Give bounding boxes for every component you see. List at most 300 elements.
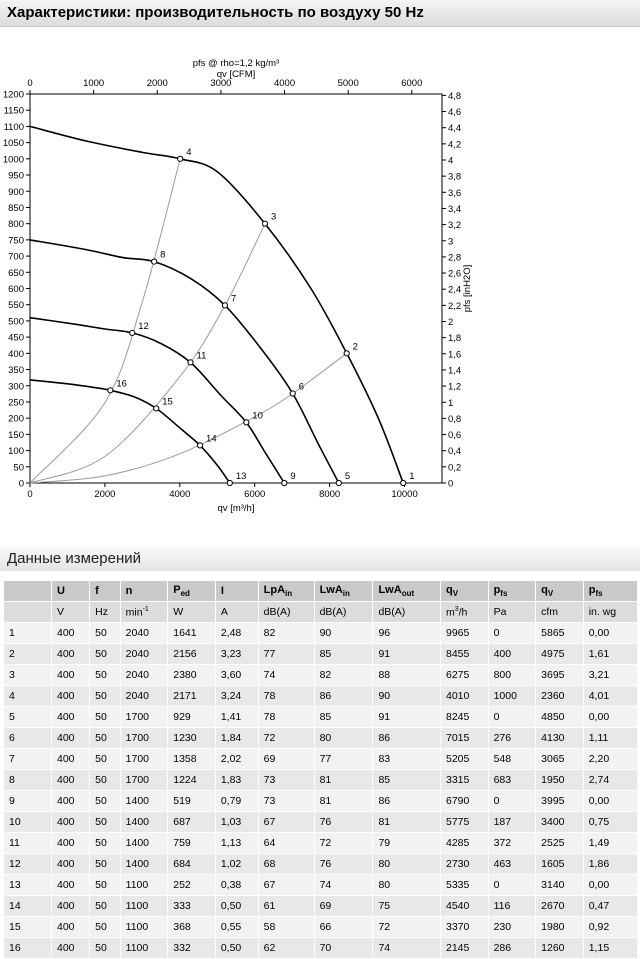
table-cell: 333 [168,896,216,917]
table-cell: 1,41 [215,707,258,728]
y2-tick-label: 2,6 [448,268,462,280]
table-cell: 62 [258,938,314,959]
table-row [4,854,638,875]
x2-tick-label: 2000 [146,78,168,89]
y2-tick-label: 4,8 [448,90,462,102]
table-cell: 61 [258,896,314,917]
chart-title: pfs @ rho=1,2 kg/m³ [192,58,280,69]
op-point [282,480,287,485]
table-cell: 2040 [120,623,168,644]
unit-cell: in. wg [583,602,637,623]
table-cell: 1605 [536,854,584,875]
table-cell: 0 [488,623,536,644]
y2-tick-label: 4,4 [448,123,462,135]
table-cell: 400 [488,644,536,665]
table-cell: 4850 [536,707,584,728]
table-cell: 80 [314,728,373,749]
table-cell: 400 [52,728,90,749]
op-point-label: 15 [162,396,173,408]
table-cell: 1,49 [583,833,637,854]
table-cell: 81 [314,770,373,791]
y2-tick-label: 0,4 [448,446,462,458]
column-header: $q_V$ [536,581,584,602]
unit-cell: dB(A) [314,602,373,623]
y-tick-label: 550 [8,300,24,312]
y2-tick-label: 3,4 [448,203,462,215]
table-cell: 276 [488,728,536,749]
table-cell: 50 [90,623,121,644]
table-row [4,749,638,770]
table-cell: 50 [90,686,121,707]
op-point [130,330,135,335]
table-cell: 548 [488,749,536,770]
op-point [344,351,349,356]
table-cell: 1950 [536,770,584,791]
table-cell: 1400 [120,812,168,833]
table-cell: 90 [314,623,373,644]
y-tick-label: 600 [8,284,24,295]
unit-cell: W [168,602,216,623]
y2-tick-label: 3,8 [448,171,462,183]
table-cell: 50 [90,770,121,791]
table-cell: 400 [52,833,90,854]
table-row [4,623,638,644]
x2-tick-label: 4000 [273,78,296,89]
table-cell: 5335 [440,875,488,896]
table-cell: 13 [4,875,52,896]
table-cell: 3,60 [215,665,258,686]
table-cell: 82 [258,623,314,644]
y-tick-label: 1100 [3,121,24,133]
table-cell: 50 [90,875,121,896]
y-tick-label: 900 [8,186,24,198]
table-cell: 0,38 [215,875,258,896]
table-cell: 1100 [120,875,168,896]
table-cell: 76 [314,854,373,875]
table-cell: 2040 [120,644,168,665]
table-row [4,896,638,917]
table-cell: 50 [90,791,121,812]
table-cell: 400 [52,770,90,791]
table-cell: 14 [4,896,52,917]
column-header: $q_V$ [440,581,488,602]
table-cell: 80 [373,854,441,875]
table-cell: 15 [4,917,52,938]
y-tick-label: 300 [8,381,24,393]
table-cell: 3 [4,665,52,686]
table-cell: 3995 [536,791,584,812]
y-tick-label: 400 [8,348,24,360]
table-cell: 252 [168,875,216,896]
table-cell: 5775 [440,812,488,833]
op-point-label: 3 [271,211,277,223]
table-cell: 2156 [168,644,216,665]
op-point [154,406,159,411]
table-cell: 400 [52,644,90,665]
unit-cell: cfm [536,602,584,623]
table-cell: 400 [52,665,90,686]
table-cell: 86 [373,728,441,749]
table-cell: 1,84 [215,728,258,749]
column-header: LwA$_{in}$ [314,581,373,602]
unit-cell: V [52,602,90,623]
x2-tick-label: 6000 [401,78,423,89]
table-cell: 3695 [536,665,584,686]
table-cell: 72 [373,917,441,938]
table-cell: 1700 [120,707,168,728]
table-cell: 50 [90,917,121,938]
table-cell: 72 [258,728,314,749]
table-cell: 368 [168,917,216,938]
table-cell: 81 [314,791,373,812]
table-cell: 1 [4,623,52,644]
table-cell: 78 [258,707,314,728]
y-tick-label: 750 [8,235,24,247]
table-cell: 69 [314,896,373,917]
op-point-label: 9 [290,471,296,482]
unit-cell: A [215,602,258,623]
table-cell: 687 [168,812,216,833]
table-cell: 50 [90,833,121,854]
y2-tick-label: 1 [448,397,454,409]
x2-tick-label: 3000 [210,78,232,89]
table-cell: 0,92 [583,917,637,938]
table-cell: 68 [258,854,314,875]
table-cell: 74 [373,938,441,959]
table-cell: 86 [373,791,441,812]
table-cell: 230 [488,917,536,938]
table-cell: 800 [488,665,536,686]
table-cell: 8455 [440,644,488,665]
column-header: I [215,581,258,602]
table-cell: 3065 [536,749,584,770]
table-cell: 400 [52,707,90,728]
table-cell: 3,24 [215,686,258,707]
table-cell: 5865 [536,623,584,644]
table-cell: 2040 [120,665,168,686]
table-cell: 70 [314,938,373,959]
table-cell: 3370 [440,917,488,938]
table-cell: 929 [168,707,216,728]
table-cell: 1,86 [583,854,637,875]
table-cell: 116 [488,896,536,917]
table-cell: 400 [52,875,90,896]
table-cell: 684 [168,854,216,875]
y-tick-label: 350 [8,365,24,377]
table-cell: 1260 [536,938,584,959]
y2-tick-label: 0 [448,478,454,490]
table-cell: 50 [90,812,121,833]
section-title: Данные измерений [7,550,141,567]
op-point-label: 16 [116,378,127,390]
table-cell: 0 [488,875,536,896]
op-point-label: 4 [186,146,192,158]
op-point-label: 2 [352,341,358,353]
table-cell: 1100 [120,938,168,959]
y-tick-label: 500 [8,316,24,328]
unit-cell: dB(A) [258,602,314,623]
table-cell: 400 [52,686,90,707]
table-cell: 3315 [440,770,488,791]
y2-tick-label: 1,6 [448,349,462,361]
table-cell: 50 [90,854,121,875]
y-tick-label: 650 [8,267,24,279]
table-cell: 6790 [440,791,488,812]
table-cell: 75 [373,896,441,917]
x2-tick-label: 0 [27,78,33,89]
y-tick-label: 450 [8,332,24,344]
y2-tick-label: 1,8 [448,333,462,345]
table-cell: 5 [4,707,52,728]
op-point-label: 7 [230,293,237,305]
op-point-label: 13 [235,471,247,482]
y-tick-label: 800 [8,219,24,231]
table-cell: 3400 [536,812,584,833]
table-cell: 72 [314,833,373,854]
table-cell: 91 [373,707,441,728]
y2-axis-label: pfs [inH2O] [462,264,473,313]
table-cell: 7015 [440,728,488,749]
table-cell: 74 [314,875,373,896]
table-cell: 3,23 [215,644,258,665]
table-cell: 83 [373,749,441,770]
table-cell: 9 [4,791,52,812]
table-cell: 1980 [536,917,584,938]
table-cell: 1641 [168,623,216,644]
table-cell: 4975 [536,644,584,665]
y-tick-label: 1200 [2,89,24,101]
table-cell: 286 [488,938,536,959]
table-cell: 463 [488,854,536,875]
table-cell: 400 [52,749,90,770]
column-header: U [52,581,90,602]
system-curve [30,353,347,483]
table-cell: 2730 [440,854,488,875]
fan-curve-1700 [30,240,339,483]
table-cell: 11 [4,833,52,854]
table-cell: 73 [258,770,314,791]
table-cell: 0,75 [583,812,637,833]
y2-tick-label: 0,2 [448,462,462,474]
table-cell: 0,00 [583,791,637,812]
table-row [4,686,638,707]
table-cell: 58 [258,917,314,938]
table-row [4,728,638,749]
table-cell: 76 [314,812,373,833]
table-row [4,812,638,833]
table-cell: 400 [52,896,90,917]
column-header: $P_{ed}$ [168,581,216,602]
fan-curve-2040 [30,126,403,483]
table-cell: 96 [373,623,441,644]
table-cell: 1400 [120,854,168,875]
table-cell: 8 [4,770,52,791]
table-cell: 1000 [488,686,536,707]
op-point [244,420,249,425]
table-cell: 2360 [536,686,584,707]
table-cell: 400 [52,623,90,644]
unit-cell: dB(A) [373,602,441,623]
page-title: Характеристики: производительность по воздуху 50 Hz [7,4,424,21]
table-cell: 1,11 [583,728,637,749]
y-tick-label: 700 [8,251,24,263]
op-point [290,391,295,396]
x-tick-label: 4000 [169,489,191,500]
table-cell: 77 [258,644,314,665]
table-cell: 50 [90,938,121,959]
table-cell: 10 [4,812,52,833]
table-cell: 1700 [120,749,168,770]
op-point [188,360,193,365]
table-cell: 1,03 [215,812,258,833]
table-cell: 66 [314,917,373,938]
table-cell: 3140 [536,875,584,896]
table-row [4,770,638,791]
x2-tick-label: 1000 [83,78,105,89]
table-cell: 1,13 [215,833,258,854]
op-point-label: 5 [344,471,351,482]
op-point-label: 1 [409,471,415,482]
table-cell: 1400 [120,833,168,854]
y2-tick-label: 3,2 [448,220,462,232]
table-cell: 519 [168,791,216,812]
table-cell: 1230 [168,728,216,749]
table-cell: 1,61 [583,644,637,665]
table-cell: 1358 [168,749,216,770]
op-point-label: 6 [298,381,305,393]
op-point [336,480,341,485]
y2-tick-label: 1,2 [448,381,462,393]
unit-cell: $m^3/h$ [440,602,488,623]
op-point [178,156,183,161]
table-cell: 9965 [440,623,488,644]
table-row [4,791,638,812]
column-header: LwA$_{out}$ [373,581,441,602]
table-cell: 7 [4,749,52,770]
y2-tick-label: 4,6 [448,107,462,119]
table-cell: 85 [314,707,373,728]
table-cell: 2,48 [215,623,258,644]
y2-tick-label: 2,4 [448,284,462,296]
table-cell: 2525 [536,833,584,854]
system-curve [30,224,265,483]
table-cell: 2040 [120,686,168,707]
table-cell: 5205 [440,749,488,770]
y2-tick-label: 0,6 [448,430,462,442]
unit-cell: Hz [90,602,121,623]
table-row [4,938,638,959]
op-point [222,303,227,308]
table-cell: 1,15 [583,938,637,959]
fan-curve-1400 [30,318,284,483]
op-point-label: 11 [196,350,207,362]
table-cell: 81 [373,812,441,833]
y2-tick-label: 2,2 [448,300,462,312]
table-cell: 16 [4,938,52,959]
y2-tick-label: 2,8 [448,252,462,264]
column-header: $p_{fs}$ [583,581,637,602]
table-cell: 2171 [168,686,216,707]
op-point [401,480,406,485]
op-point [108,388,113,393]
table-cell: 1,02 [215,854,258,875]
table-cell: 2,02 [215,749,258,770]
table-cell: 2380 [168,665,216,686]
table-row [4,707,638,728]
op-point-label: 12 [138,320,149,332]
table-cell: 0,47 [583,896,637,917]
table-cell: 2,20 [583,749,637,770]
table-cell: 91 [373,644,441,665]
unit-cell: $\min^{-1}$ [120,602,168,623]
op-point [262,221,267,226]
table-cell: 1700 [120,770,168,791]
table-cell: 4130 [536,728,584,749]
column-header: f [90,581,121,602]
table-cell: 50 [90,707,121,728]
table-cell: 64 [258,833,314,854]
x-tick-label: 0 [27,489,33,500]
op-point-label: 14 [206,433,217,445]
table-cell: 77 [314,749,373,770]
table-cell: 88 [373,665,441,686]
table-row [4,875,638,896]
table-cell: 400 [52,938,90,959]
table-cell: 2670 [536,896,584,917]
table-cell: 85 [314,644,373,665]
table-cell: 8245 [440,707,488,728]
y2-tick-label: 4,2 [448,139,462,151]
y-tick-label: 950 [8,170,24,182]
y-tick-label: 0 [18,478,24,490]
column-header: $p_{fs}$ [488,581,536,602]
op-point-label: 10 [252,410,263,422]
y-tick-label: 850 [8,202,24,214]
table-cell: 50 [90,665,121,686]
y2-tick-label: 1,4 [448,365,462,377]
table-cell: 1,83 [215,770,258,791]
table-cell: 0,00 [583,707,637,728]
table-cell: 683 [488,770,536,791]
measurement-table [3,580,638,959]
x2-axis-label: qv [CFM] [216,69,256,80]
x-tick-label: 2000 [94,489,116,500]
table-cell: 0 [488,791,536,812]
table-cell: 6 [4,728,52,749]
y-tick-label: 1050 [2,138,24,150]
table-cell: 400 [52,854,90,875]
x-tick-label: 8000 [319,489,341,500]
table-row [4,917,638,938]
table-cell: 4,01 [583,686,637,707]
y-tick-label: 50 [13,462,24,474]
table-units-row [4,602,638,623]
table-cell: 372 [488,833,536,854]
table-cell: 79 [373,833,441,854]
unit-cell [4,602,52,623]
table-cell: 2 [4,644,52,665]
table-cell: 2,74 [583,770,637,791]
y2-tick-label: 4 [448,155,454,167]
y2-tick-label: 2 [448,317,454,329]
column-header: n [120,581,168,602]
x-tick-label: 10000 [391,489,418,500]
table-cell: 69 [258,749,314,770]
y-tick-label: 100 [8,446,24,458]
table-cell: 0,00 [583,623,637,644]
table-cell: 6275 [440,665,488,686]
x-tick-label: 6000 [244,489,266,500]
